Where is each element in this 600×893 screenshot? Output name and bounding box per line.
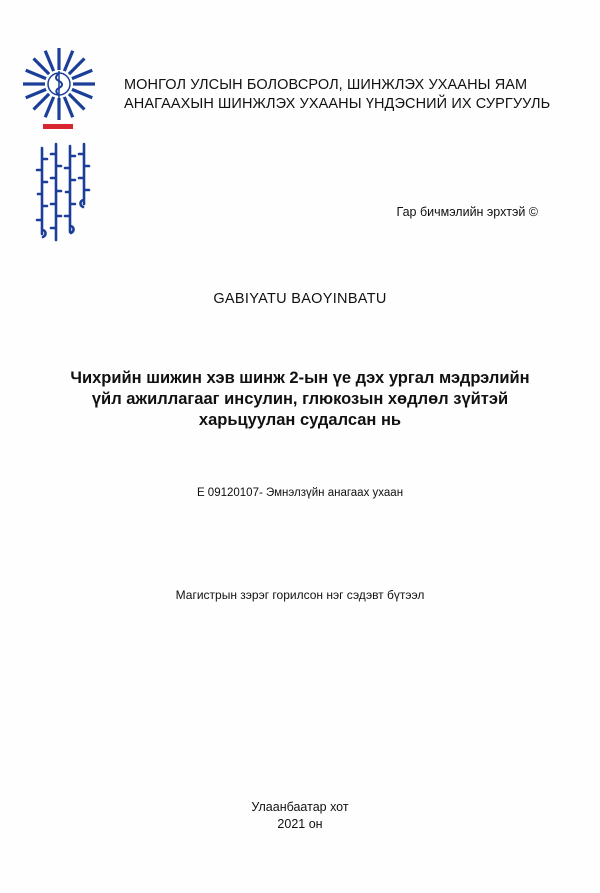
thesis-title-line-3: харьцуулан судалсан нь	[198, 411, 402, 429]
specialty-code: E 09120107- Эмнэлзүйн анагаах ухаан	[196, 487, 404, 499]
city-name: Улаанбаатар хот	[251, 800, 349, 814]
place-and-year	[0, 799, 600, 833]
university-name: АНАГААХЫН ШИНЖЛЭХ УХААНЫ ҮНДЭСНИЙ ИХ СУРГУУЛЬ	[124, 96, 551, 112]
ministry-name: МОНГОЛ УЛСЫН БОЛОВСРОЛ, ШИНЖЛЭХ УХААНЫ ЯАМ	[124, 77, 528, 93]
year: 2021 он	[277, 817, 323, 831]
thesis-title-line-1: Чихрийн шижин хэв шинж 2-ын үе дэх ургал мэдрэлийн	[70, 369, 530, 387]
thesis-title	[40, 368, 560, 431]
copyright-notice: Гар бичмэлийн эрхтэй ©	[396, 205, 538, 219]
degree-statement: Магистрын зэрэг горилсон нэг сэдэвт бүтээл	[175, 588, 425, 602]
institution-header	[124, 76, 584, 114]
thesis-title-line-2: үйл ажиллагааг инсулин, глюкозын хөдлөл зүйтэй	[91, 390, 509, 408]
university-emblem-icon	[16, 44, 102, 244]
author-name: GABIYATU BAOYINBATU	[213, 291, 387, 307]
